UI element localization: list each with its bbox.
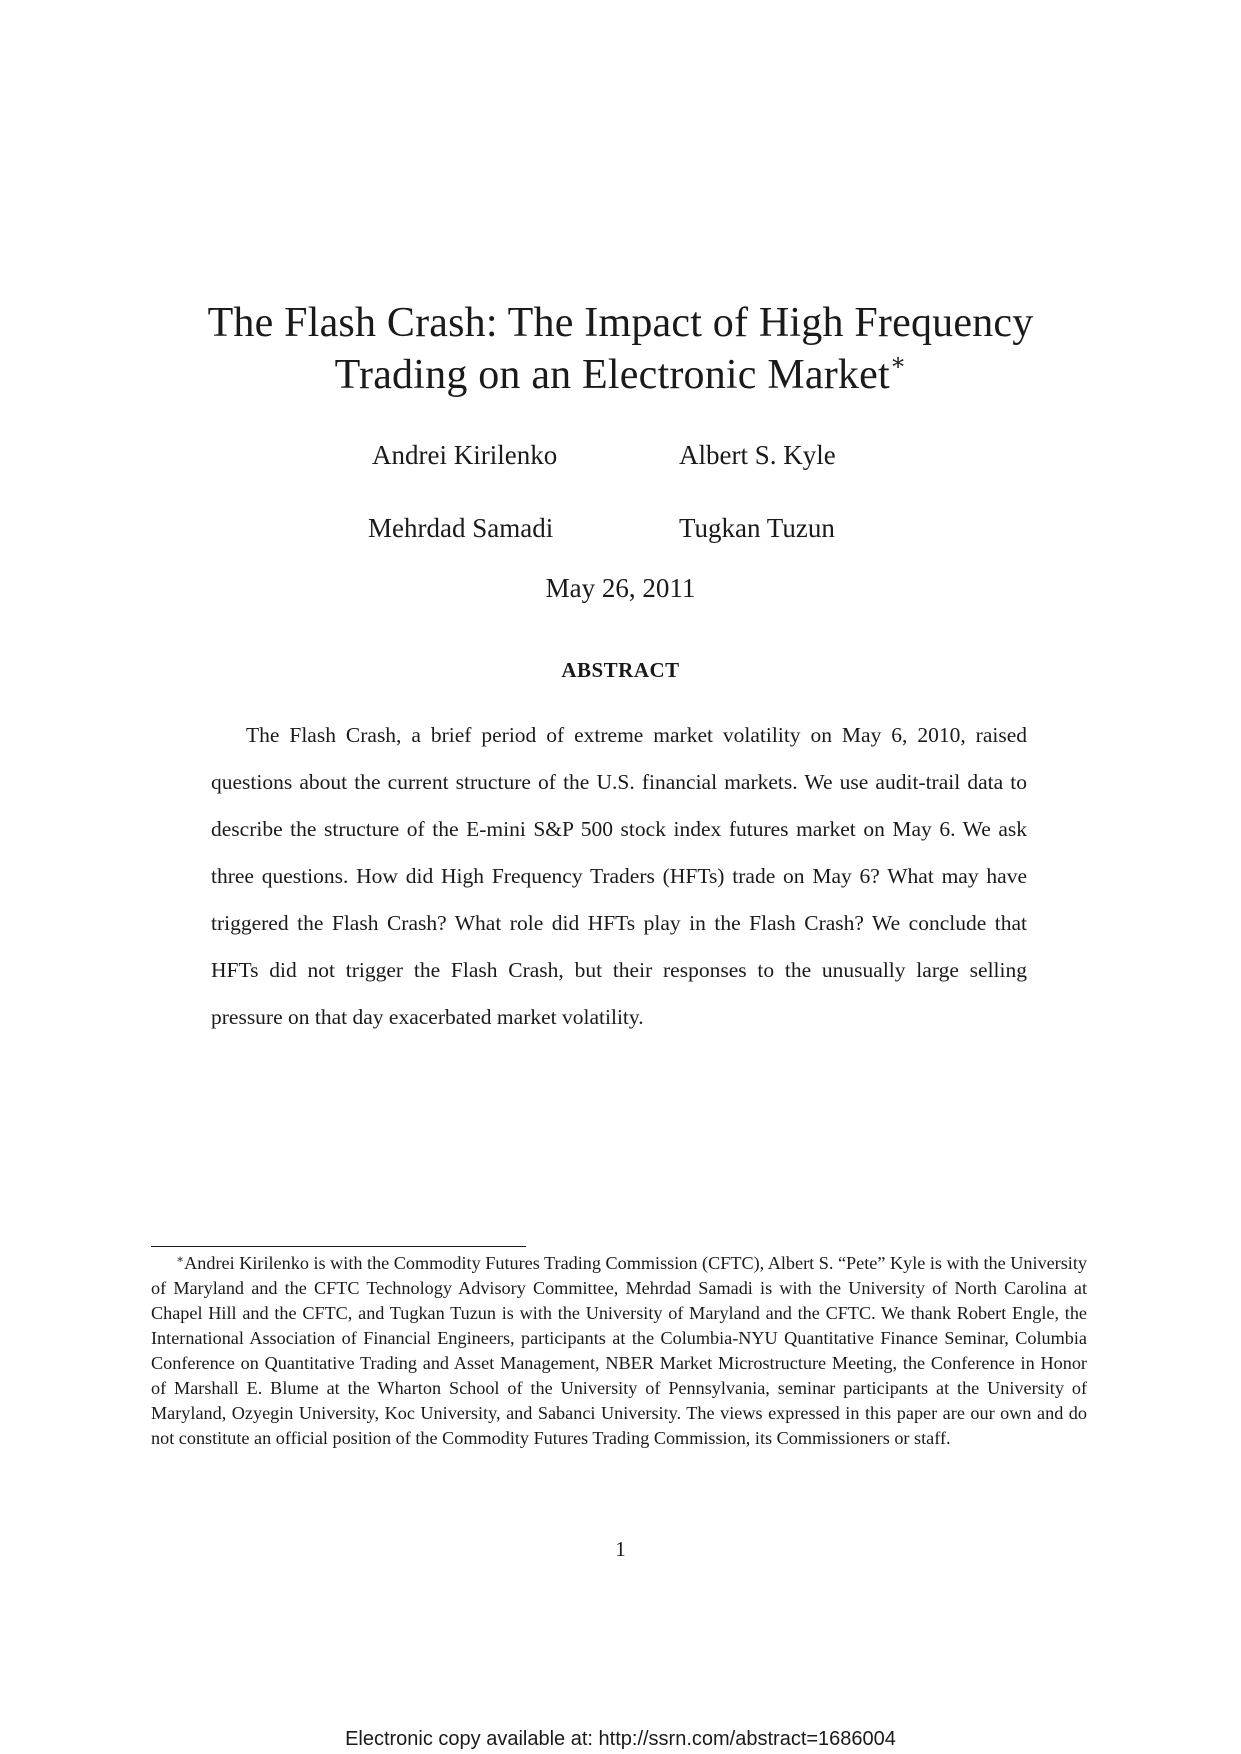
footnote-rule bbox=[151, 1246, 526, 1247]
ssrn-availability-notice: Electronic copy available at: http://ssrn.com/abstract=1686004 bbox=[345, 1728, 896, 1750]
abstract-text: The Flash Crash, a brief period of extreme market volatility on May 6, 2010, raised questions about the current structure of the U.S. financial markets. We use audit-trail data to describe the structure of the E-mini S&P 500 stock index futures market on May 6. We ask three questions. How did High Frequency Traders (HFTs) trade on May 6? What may have triggered the Flash Crash? What role did HFTs play in the Flash Crash? We conclude that HFTs did not trigger the Flash Crash, but their responses to the unusually large selling pressure on that day exacerbated market volatility. bbox=[211, 723, 1027, 1029]
author-albert-kyle: Albert S. Kyle bbox=[679, 440, 836, 470]
author-andrei-kirilenko: Andrei Kirilenko bbox=[372, 440, 558, 470]
publication-date: May 26, 2011 bbox=[545, 573, 696, 603]
footnote-mark: ∗ bbox=[176, 1252, 185, 1266]
title-footnote-mark: ∗ bbox=[889, 350, 907, 376]
paper-title-line-1: The Flash Crash: The Impact of High Frequency bbox=[207, 300, 1034, 346]
abstract-heading: ABSTRACT bbox=[561, 658, 680, 682]
page-number: 1 bbox=[615, 1537, 626, 1561]
footnote-text: Andrei Kirilenko is with the Commodity Futures Trading Commission (CFTC), Albert S. “Pete” Kyle is with the University of Maryland and the CFTC Technology Advisory Committee, Mehrdad Samadi is with the University of North Carolina at Chapel Hill and the CFTC, and Tugkan Tuzun is with the University of Maryland and the CFTC. We thank Robert Engle, the International Association of Financial Engineers, participants at the Columbia-NYU Quantitative Finance Seminar, Columbia Conference on Quantitative Trading and Asset Management, NBER Market Microstructure Meeting, the Conference in Honor of Marshall E. Blume at the Wharton School of the University of Pennsylvania, seminar participants at the University of Maryland, Ozyegin University, Koc University, and Sabanci University. The views expressed in this paper are our own and do not constitute an official position of the Commodity Futures Trading Commission, its Commissioners or staff. bbox=[151, 1253, 1087, 1448]
footnote bbox=[151, 1251, 1087, 1451]
paper-title-line-2 bbox=[0, 350, 1241, 400]
author-mehrdad-samadi: Mehrdad Samadi bbox=[368, 513, 554, 543]
paper-title-line-2-text: Trading on an Electronic Market bbox=[334, 352, 890, 398]
author-tugkan-tuzun: Tugkan Tuzun bbox=[679, 513, 835, 543]
